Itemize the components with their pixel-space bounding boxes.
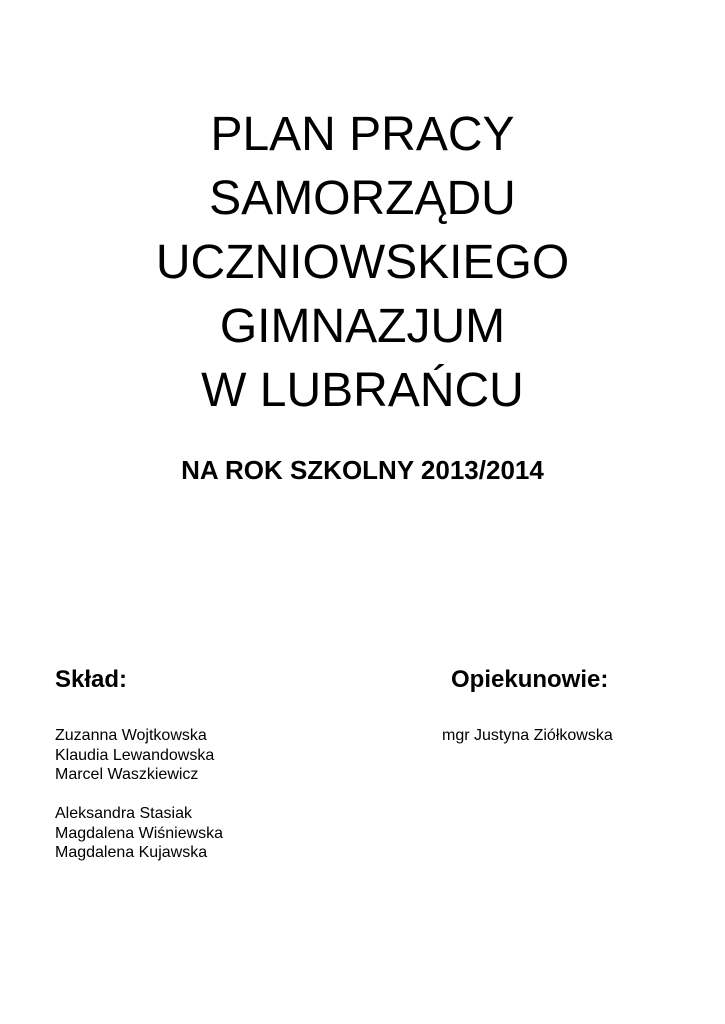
school-year-subtitle: NA ROK SZKOLNY 2013/2014 bbox=[181, 455, 544, 485]
title-line: GIMNAZJUM bbox=[219, 300, 506, 353]
title-line: W LUBRAŃCU bbox=[201, 364, 524, 417]
member-name: Aleksandra Stasiak bbox=[55, 805, 192, 822]
member-name: Zuzanna Wojtkowska bbox=[55, 727, 207, 744]
guardians-list bbox=[442, 726, 613, 746]
title-line: SAMORZĄDU bbox=[209, 172, 516, 225]
member-name: Klaudia Lewandowska bbox=[55, 746, 215, 764]
member-name: Magdalena Kujawska bbox=[55, 844, 208, 861]
title-line: UCZNIOWSKIEGO bbox=[155, 236, 570, 289]
members-list bbox=[55, 726, 223, 863]
member-name: Marcel Waszkiewicz bbox=[55, 766, 199, 783]
document-title bbox=[0, 103, 725, 423]
member-name: Magdalena Wiśniewska bbox=[55, 824, 224, 842]
title-line: PLAN PRACY bbox=[210, 108, 515, 161]
guardians-heading: Opiekunowie: bbox=[451, 666, 609, 693]
guardian-name: mgr Justyna Ziółkowska bbox=[442, 727, 613, 744]
composition-heading: Skład: bbox=[55, 666, 128, 693]
